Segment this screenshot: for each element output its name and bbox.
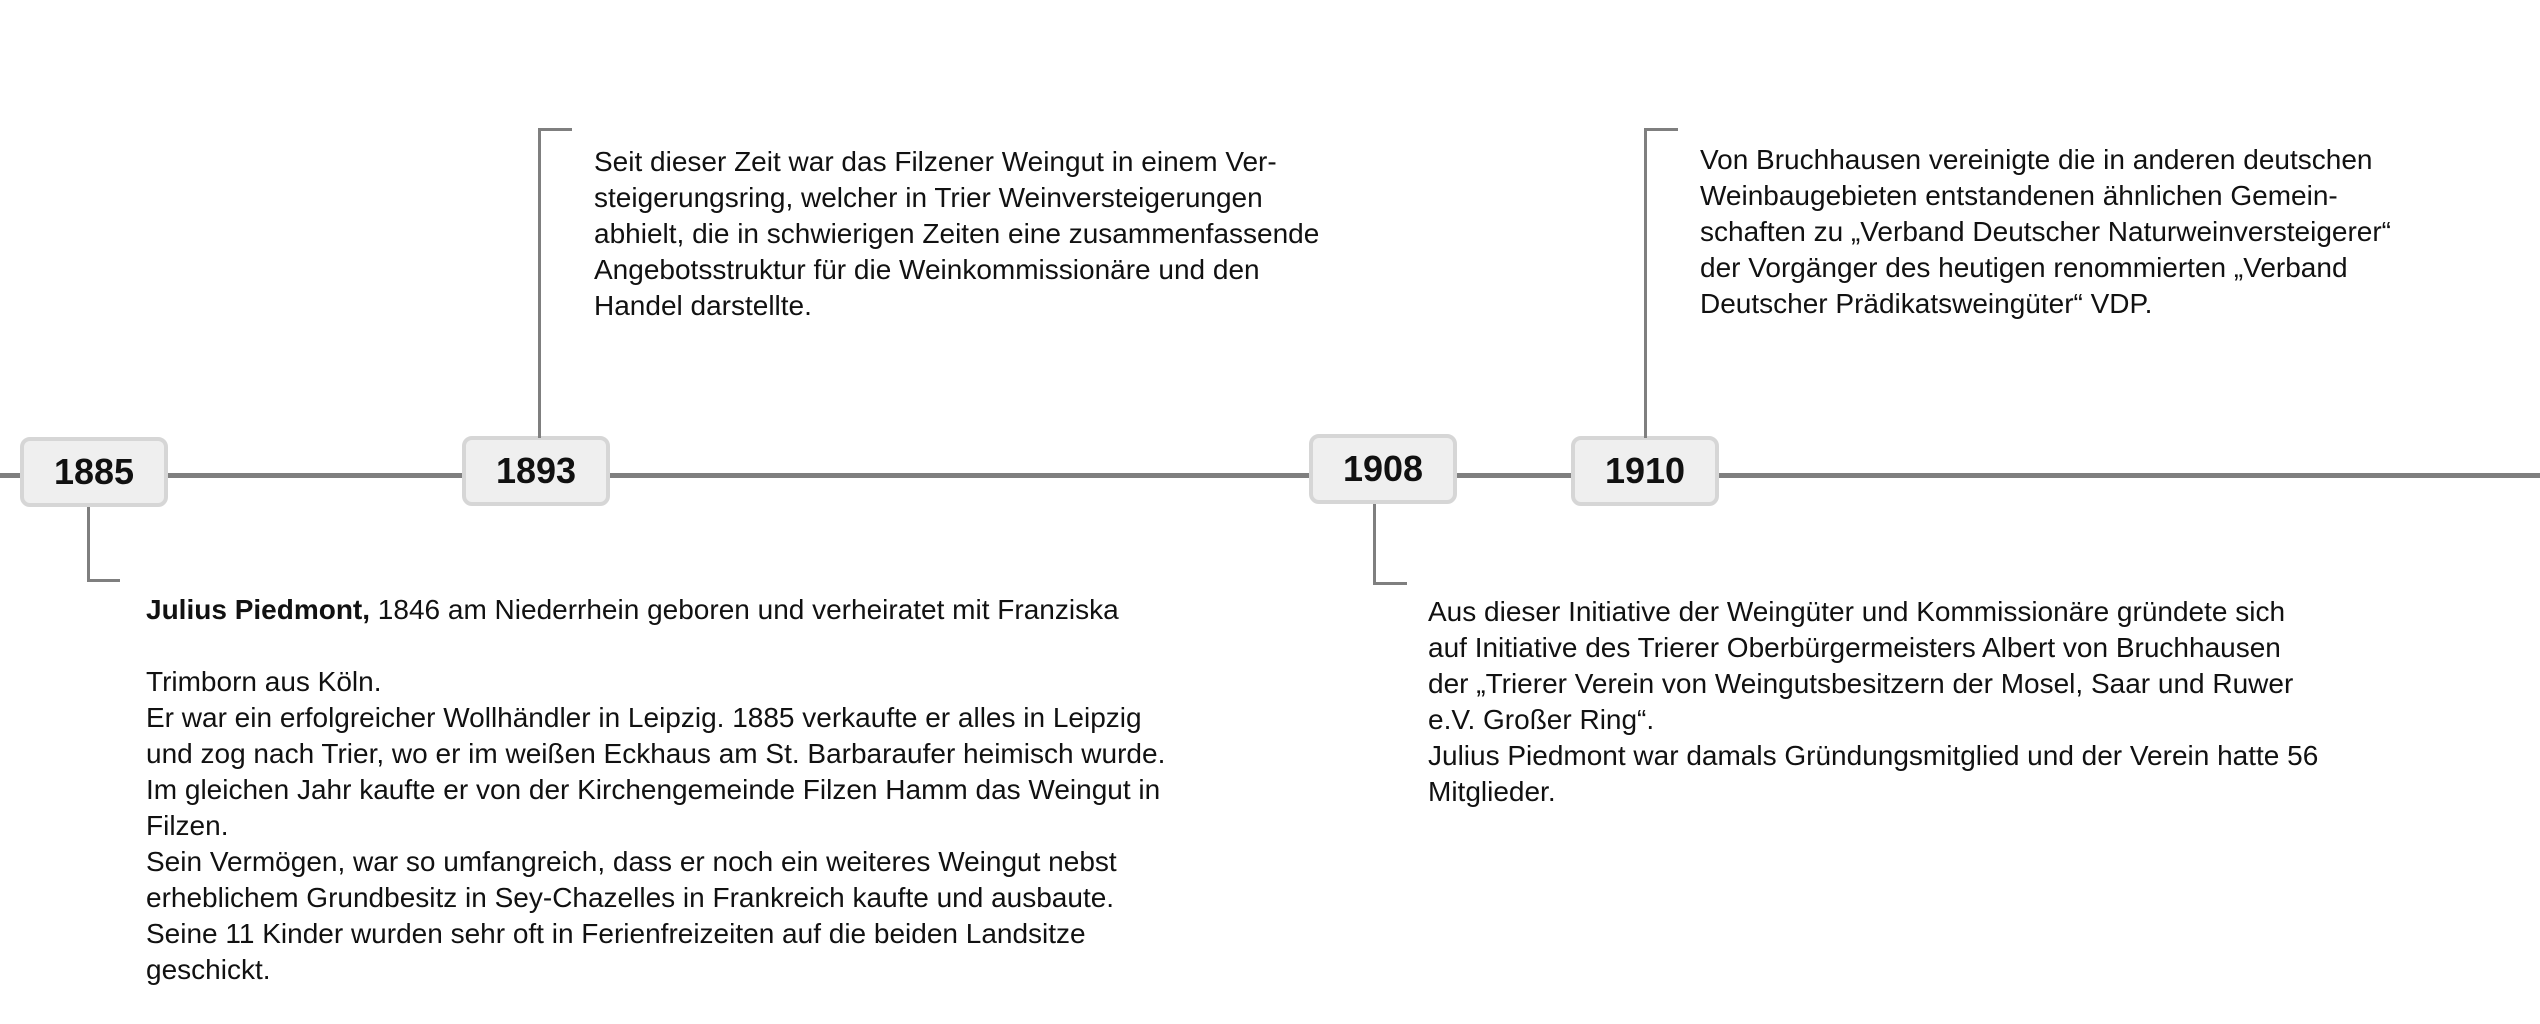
connector-1893-vertical <box>538 128 541 438</box>
connector-1908-vertical <box>1373 504 1376 584</box>
event-1885-first-line-rest: 1846 am Niederrhein geboren und verheiratet mit Franziska <box>370 594 1119 625</box>
event-1893-body: Seit dieser Zeit war das Filzener Weingut in einem Ver- steigerungsring, welcher in Trier Weinversteigerungen abhielt, die in schwierigen Zeiten eine zusammenfassende Angebotsstruktur für die Weinkommissionäre und den Handel darstellte. <box>594 146 1320 321</box>
event-1910-body: Von Bruchhausen vereinigte die in anderen deutschen Weinbaugebieten entstandenen ähnlichen Gemein- schaften zu „Verband Deutscher Naturweinversteigerer“ der Vorgänger des heutigen renommierten „Verband Deutscher Prädikatsweingüter“ VDP. <box>1700 144 2392 319</box>
year-box-1893: 1893 <box>462 436 610 506</box>
year-box-1908: 1908 <box>1309 434 1457 504</box>
event-text-1910 <box>1700 106 2520 358</box>
year-box-1885: 1885 <box>20 437 168 507</box>
event-text-1908 <box>1428 558 2498 846</box>
connector-1910-vertical <box>1644 128 1647 438</box>
timeline-axis <box>0 473 2540 478</box>
person-name: Julius Piedmont, <box>146 594 371 625</box>
event-1885-body: Trimborn aus Köln. Er war ein erfolgreicher Wollhändler in Leipzig. 1885 verkaufte er alles in Leipzig und zog nach Trier, wo er im weißen Eckhaus am St. Barbaraufer heimisch wurde. Im gleichen Jahr kaufte er von der Kirchengemeinde Filzen Hamm das Weingut in Filzen. Sein Vermögen, war so umfangreich, dass er noch ein weiteres Weingut nebst erheblichem Grundbesitz in Sey-Chazelles in Frankreich kaufte und ausbaute. Seine 11 Kinder wurden sehr oft in Ferienfreizeiten auf die beiden Landsitze geschickt. <box>146 666 1166 985</box>
event-text-1885 <box>146 556 1286 1024</box>
connector-1893-horizontal <box>538 128 572 131</box>
event-1885-first-line <box>146 592 1286 628</box>
connector-1885-horizontal <box>87 579 120 582</box>
connector-1908-horizontal <box>1373 582 1407 585</box>
connector-1910-horizontal <box>1644 128 1678 131</box>
event-text-1893 <box>594 108 1434 360</box>
connector-1885-vertical <box>87 507 90 582</box>
year-box-1910: 1910 <box>1571 436 1719 506</box>
event-1908-body: Aus dieser Initiative der Weingüter und Kommissionäre gründete sich auf Initiative des Trierer Oberbürgermeisters Albert von Bruchhausen der „Trierer Verein von Weingutsbesitzern der Mosel, Saar und Ruwer e.V. Großer Ring“. Julius Piedmont war damals Gründungsmitglied und der Verein hatte 56 Mitglieder. <box>1428 596 2319 807</box>
